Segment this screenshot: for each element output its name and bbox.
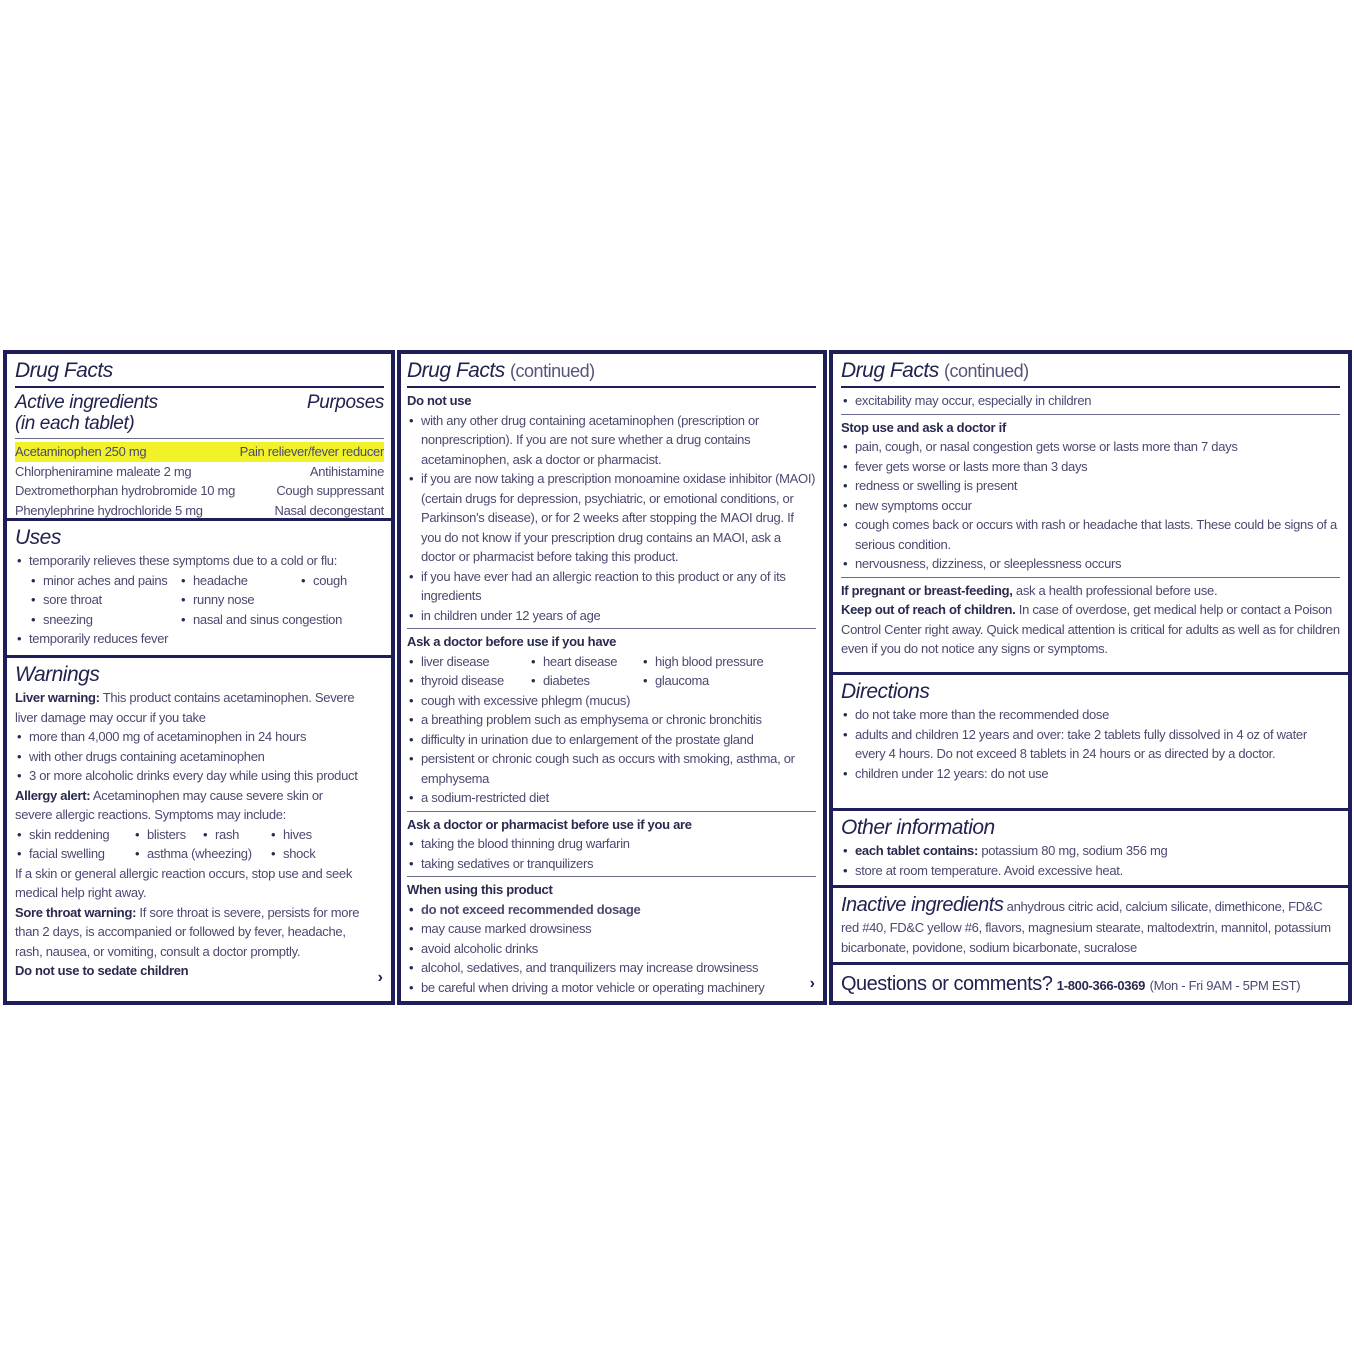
- pregnant-text: ask a health professional before use.: [1012, 582, 1218, 598]
- sore-throat-label: Sore throat warning:: [15, 904, 137, 920]
- do-not-use-item: • with any other drug containing acetaminophen (prescription or nonprescription). If you are not sure whether a drug contains acetaminophen, ask a doctor or pharmacist.: [407, 411, 816, 470]
- ask-doctor-item: • a breathing problem such as emphysema or chronic bronchitis: [407, 710, 816, 730]
- keep-out-text: In case of overdose, get medical help or contact a Poison Control Center right away. Quick medical attention is critical for adults as well as for children even if you do not notice any signs or symptoms.: [841, 602, 1340, 656]
- directions-section: [833, 675, 1348, 811]
- liver-warning-item: • more than 4,000 mg of acetaminophen in 24 hours: [15, 727, 384, 747]
- bullet-icon: •: [531, 653, 536, 669]
- stop-use-item: • fever gets worse or lasts more than 3 days: [841, 457, 1340, 477]
- uses-symptom-item: • nasal and sinus congestion: [179, 610, 299, 630]
- drug-facts-panel-3: [829, 350, 1352, 1005]
- warnings-heading: Warnings: [15, 663, 100, 686]
- uses-symptom-item: • headache: [179, 571, 299, 591]
- bullet-icon: •: [135, 826, 140, 842]
- when-using-item: • be careful when driving a motor vehicle or operating machinery: [407, 978, 816, 998]
- ingredient-purpose: Pain reliever/fever reducer: [239, 444, 384, 459]
- sore-throat-text-3: rash, nausea, or vomiting, consult a doctor promptly.: [15, 943, 301, 959]
- allergy-symptom-item: • blisters: [133, 825, 201, 845]
- ingredient-row: [15, 481, 384, 501]
- allergy-alert-text-2: severe allergic reactions. Symptoms may include:: [15, 807, 286, 822]
- uses-symptom-item: • sneezing: [29, 610, 179, 630]
- ask-doctor-condition: • heart disease: [529, 652, 641, 672]
- active-ingredients-heading: Active ingredients: [15, 392, 158, 413]
- bullet-icon: •: [17, 826, 22, 842]
- questions-section: [833, 965, 1348, 1001]
- panel-title: [841, 358, 1340, 384]
- bullet-icon: •: [271, 826, 276, 842]
- stop-use-item: • nervousness, dizziness, or sleeplessness occurs: [841, 554, 1340, 574]
- ask-doctor-list: [407, 691, 816, 808]
- allergy-after-text-2: medical help right away.: [15, 885, 147, 900]
- inactive-ingredients-text: anhydrous citric acid, calcium silicate, dimethicone, FD&C red #40, FD&C yellow #6, flavors, magnesium stearate, maltodextrin, mannitol, potassium bicarbonate, povidone, sodium bicarbonate, sucralose: [841, 899, 1331, 955]
- ingredient-row: [15, 442, 384, 462]
- directions-list: [841, 705, 1340, 783]
- title-text: Drug Facts: [841, 359, 939, 382]
- panel-title: [407, 358, 816, 384]
- ask-doctor-condition: • glaucoma: [641, 671, 811, 691]
- ingredient-purpose: Antihistamine: [309, 463, 384, 479]
- directions-item: • children under 12 years: do not use: [841, 764, 1340, 784]
- allergy-symptoms-row-1: [15, 825, 384, 845]
- ask-doctor-conditions: [407, 652, 816, 691]
- do-not-use-item: • if you have ever had an allergic reaction to this product or any of its ingredients: [407, 567, 816, 606]
- liver-warning-item: • with other drugs containing acetaminophen: [15, 747, 384, 767]
- bullet-icon: •: [531, 673, 536, 688]
- uses-fever: • temporarily reduces fever: [15, 629, 384, 649]
- ask-doctor-item: • a sodium-restricted diet: [407, 788, 816, 808]
- ask-doctor-heading: Ask a doctor before use if you have: [407, 634, 617, 649]
- divider: [407, 628, 816, 629]
- warnings-section: [7, 658, 391, 995]
- stop-use-list: [841, 437, 1340, 574]
- ask-pharmacist-list: [407, 834, 816, 873]
- tablet-contents-text: potassium 80 mg, sodium 356 mg: [978, 843, 1168, 858]
- uses-symptom-item: • cough: [299, 571, 409, 591]
- allergy-alert-text: Acetaminophen may cause severe skin or: [90, 787, 323, 803]
- ingredient-name: Acetaminophen 250 mg: [15, 444, 147, 459]
- uses-symptom-item: • minor aches and pains: [29, 571, 179, 591]
- ask-pharmacist-heading: Ask a doctor or pharmacist before use if you are: [407, 816, 692, 832]
- ask-doctor-item: • cough with excessive phlegm (mucus): [407, 691, 816, 711]
- drug-facts-panel-1: [3, 350, 395, 1005]
- ingredient-row: [15, 501, 384, 521]
- divider: [841, 577, 1340, 578]
- when-using-bold-item: • do not exceed recommended dosage: [407, 900, 816, 920]
- stop-use-section: [833, 354, 1348, 675]
- allergy-alert-label: Allergy alert:: [15, 787, 91, 803]
- allergy-symptom-item: • hives: [269, 825, 349, 845]
- allergy-symptoms-row-2: [15, 844, 384, 864]
- active-ingredients-subheading: (in each tablet): [15, 413, 135, 434]
- divider: [407, 811, 816, 812]
- uses-symptom-item: • sore throat: [29, 590, 179, 610]
- continued-label: (continued): [944, 361, 1029, 381]
- bullet-icon: •: [135, 846, 140, 861]
- bullet-icon: •: [409, 653, 414, 669]
- keep-out-label: Keep out of reach of children.: [841, 602, 1016, 617]
- continued-label: (continued): [510, 361, 595, 381]
- stop-use-item: • redness or swelling is present: [841, 476, 1340, 496]
- uses-symptoms-list: [15, 571, 384, 630]
- phone-number: 1-800-366-0369: [1056, 978, 1146, 993]
- storage-item: • store at room temperature. Avoid excessive heat.: [841, 861, 1340, 881]
- tablet-contents-label: each tablet contains:: [855, 843, 979, 858]
- bullet-icon: •: [271, 846, 276, 861]
- ask-doctor-condition: • high blood pressure: [641, 652, 811, 672]
- questions-heading: Questions or comments?: [841, 973, 1053, 995]
- allergy-symptom-item: • shock: [269, 844, 349, 864]
- stop-use-item: • pain, cough, or nasal congestion gets worse or lasts more than 7 days: [841, 437, 1340, 457]
- ask-doctor-condition: • liver disease: [407, 652, 529, 672]
- ingredient-name: Phenylephrine hydrochloride 5 mg: [15, 502, 203, 518]
- bullet-icon: •: [409, 673, 414, 688]
- when-using-item: • alcohol, sedatives, and tranquilizers may increase drowsiness: [407, 958, 816, 978]
- directions-heading: Directions: [841, 680, 930, 703]
- divider: [841, 386, 1340, 388]
- liver-warning-item: • 3 or more alcoholic drinks every day while using this product: [15, 766, 384, 786]
- inactive-ingredients-section: [833, 888, 1348, 965]
- continue-arrow-icon: ›: [377, 969, 383, 986]
- hours-text: (Mon - Fri 9AM - 5PM EST): [1149, 978, 1301, 993]
- purposes-heading: Purposes: [306, 392, 384, 413]
- uses-intro: • temporarily relieves these symptoms due to a cold or flu:: [15, 551, 384, 571]
- allergy-symptom-item: • skin reddening: [15, 825, 133, 845]
- other-information-heading: Other information: [841, 816, 995, 839]
- ingredient-purpose: Nasal decongestant: [274, 502, 384, 518]
- active-ingredients-section: [7, 354, 391, 521]
- inactive-ingredients-heading: Inactive ingredients: [841, 894, 1004, 916]
- continue-arrow-icon: ›: [809, 975, 815, 992]
- other-information-section: [833, 811, 1348, 888]
- liver-warning-text-2: liver damage may occur if you take: [15, 709, 206, 725]
- do-not-use-list: [407, 411, 816, 626]
- stop-use-heading: Stop use and ask a doctor if: [841, 419, 1006, 435]
- when-using-item: • may cause marked drowsiness: [407, 919, 816, 939]
- bullet-icon: •: [643, 673, 648, 688]
- bullet-icon: •: [643, 653, 648, 669]
- excitability-item: • excitability may occur, especially in children: [841, 391, 1340, 411]
- when-using-list: [407, 919, 816, 997]
- ingredient-name: Dextromethorphan hydrobromide 10 mg: [15, 483, 236, 498]
- ingredient-row: [15, 462, 384, 482]
- ask-doctor-item: • persistent or chronic cough such as occurs with smoking, asthma, or emphysema: [407, 749, 816, 788]
- directions-item: • do not take more than the recommended dose: [841, 705, 1340, 725]
- when-using-item: • avoid alcoholic drinks: [407, 939, 816, 959]
- allergy-symptom-item: • facial swelling: [15, 844, 133, 864]
- ingredient-purpose: Cough suppressant: [276, 483, 384, 498]
- ask-pharmacist-item: • taking the blood thinning drug warfarin: [407, 834, 816, 854]
- ingredient-name: Chlorpheniramine maleate 2 mg: [15, 463, 192, 479]
- stop-use-item: • cough comes back or occurs with rash or headache that lasts. These could be signs of a serious condition.: [841, 515, 1340, 554]
- liver-warning-label: Liver warning:: [15, 690, 100, 705]
- allergy-symptom-item: • asthma (wheezing): [133, 844, 269, 864]
- stop-use-item: • new symptoms occur: [841, 496, 1340, 516]
- bullet-icon: •: [203, 826, 208, 842]
- title-text: Drug Facts: [407, 359, 505, 382]
- uses-section: [7, 521, 391, 658]
- sedate-warning: Do not use to sedate children: [15, 963, 189, 978]
- divider: [407, 876, 816, 877]
- ask-doctor-item: • difficulty in urination due to enlargement of the prostate gland: [407, 730, 816, 750]
- divider: [407, 386, 816, 388]
- drug-facts-panel-2: [397, 350, 827, 1005]
- divider: [841, 414, 1340, 415]
- pregnant-label: If pregnant or breast-feeding,: [841, 582, 1013, 598]
- tablet-contents-item: [841, 841, 1340, 861]
- allergy-after-text: If a skin or general allergic reaction occurs, stop use and seek: [15, 865, 353, 881]
- when-using-heading: When using this product: [407, 882, 553, 897]
- ask-pharmacist-item: • taking sedatives or tranquilizers: [407, 854, 816, 874]
- do-not-use-item: • if you are now taking a prescription monoamine oxidase inhibitor (MAOI) (certain drugs for depression, psychiatric, or emotional conditions, or Parkinson's disease), or for 2 weeks after stopping the MAOI drug. If you do not know if your prescription drug contains an MAOI, ask a doctor or pharmacist before taking this product.: [407, 469, 816, 567]
- liver-warning-list: [15, 727, 384, 786]
- do-not-use-item: • in children under 12 years of age: [407, 606, 816, 626]
- sore-throat-text-2: than 2 days, is accompanied or followed by fever, headache,: [15, 924, 346, 939]
- uses-heading: Uses: [15, 526, 61, 549]
- sore-throat-text: If sore throat is severe, persists for more: [136, 904, 360, 920]
- uses-symptom-item: • runny nose: [179, 590, 299, 610]
- bullet-icon: •: [17, 846, 22, 861]
- divider: [15, 386, 384, 388]
- do-not-use-heading: Do not use: [407, 393, 472, 408]
- divider: [15, 438, 384, 439]
- liver-warning-text: This product contains acetaminophen. Severe: [99, 690, 355, 705]
- ask-doctor-condition: • diabetes: [529, 671, 641, 691]
- ask-doctor-condition: • thyroid disease: [407, 671, 529, 691]
- directions-item: • adults and children 12 years and over: take 2 tablets fully dissolved in 4 oz of water every 4 hours. Do not exceed 8 tablets in 24 hours or as directed by a doctor.: [841, 725, 1340, 764]
- allergy-symptom-item: • rash: [201, 825, 269, 845]
- panel-title: Drug Facts: [15, 359, 113, 382]
